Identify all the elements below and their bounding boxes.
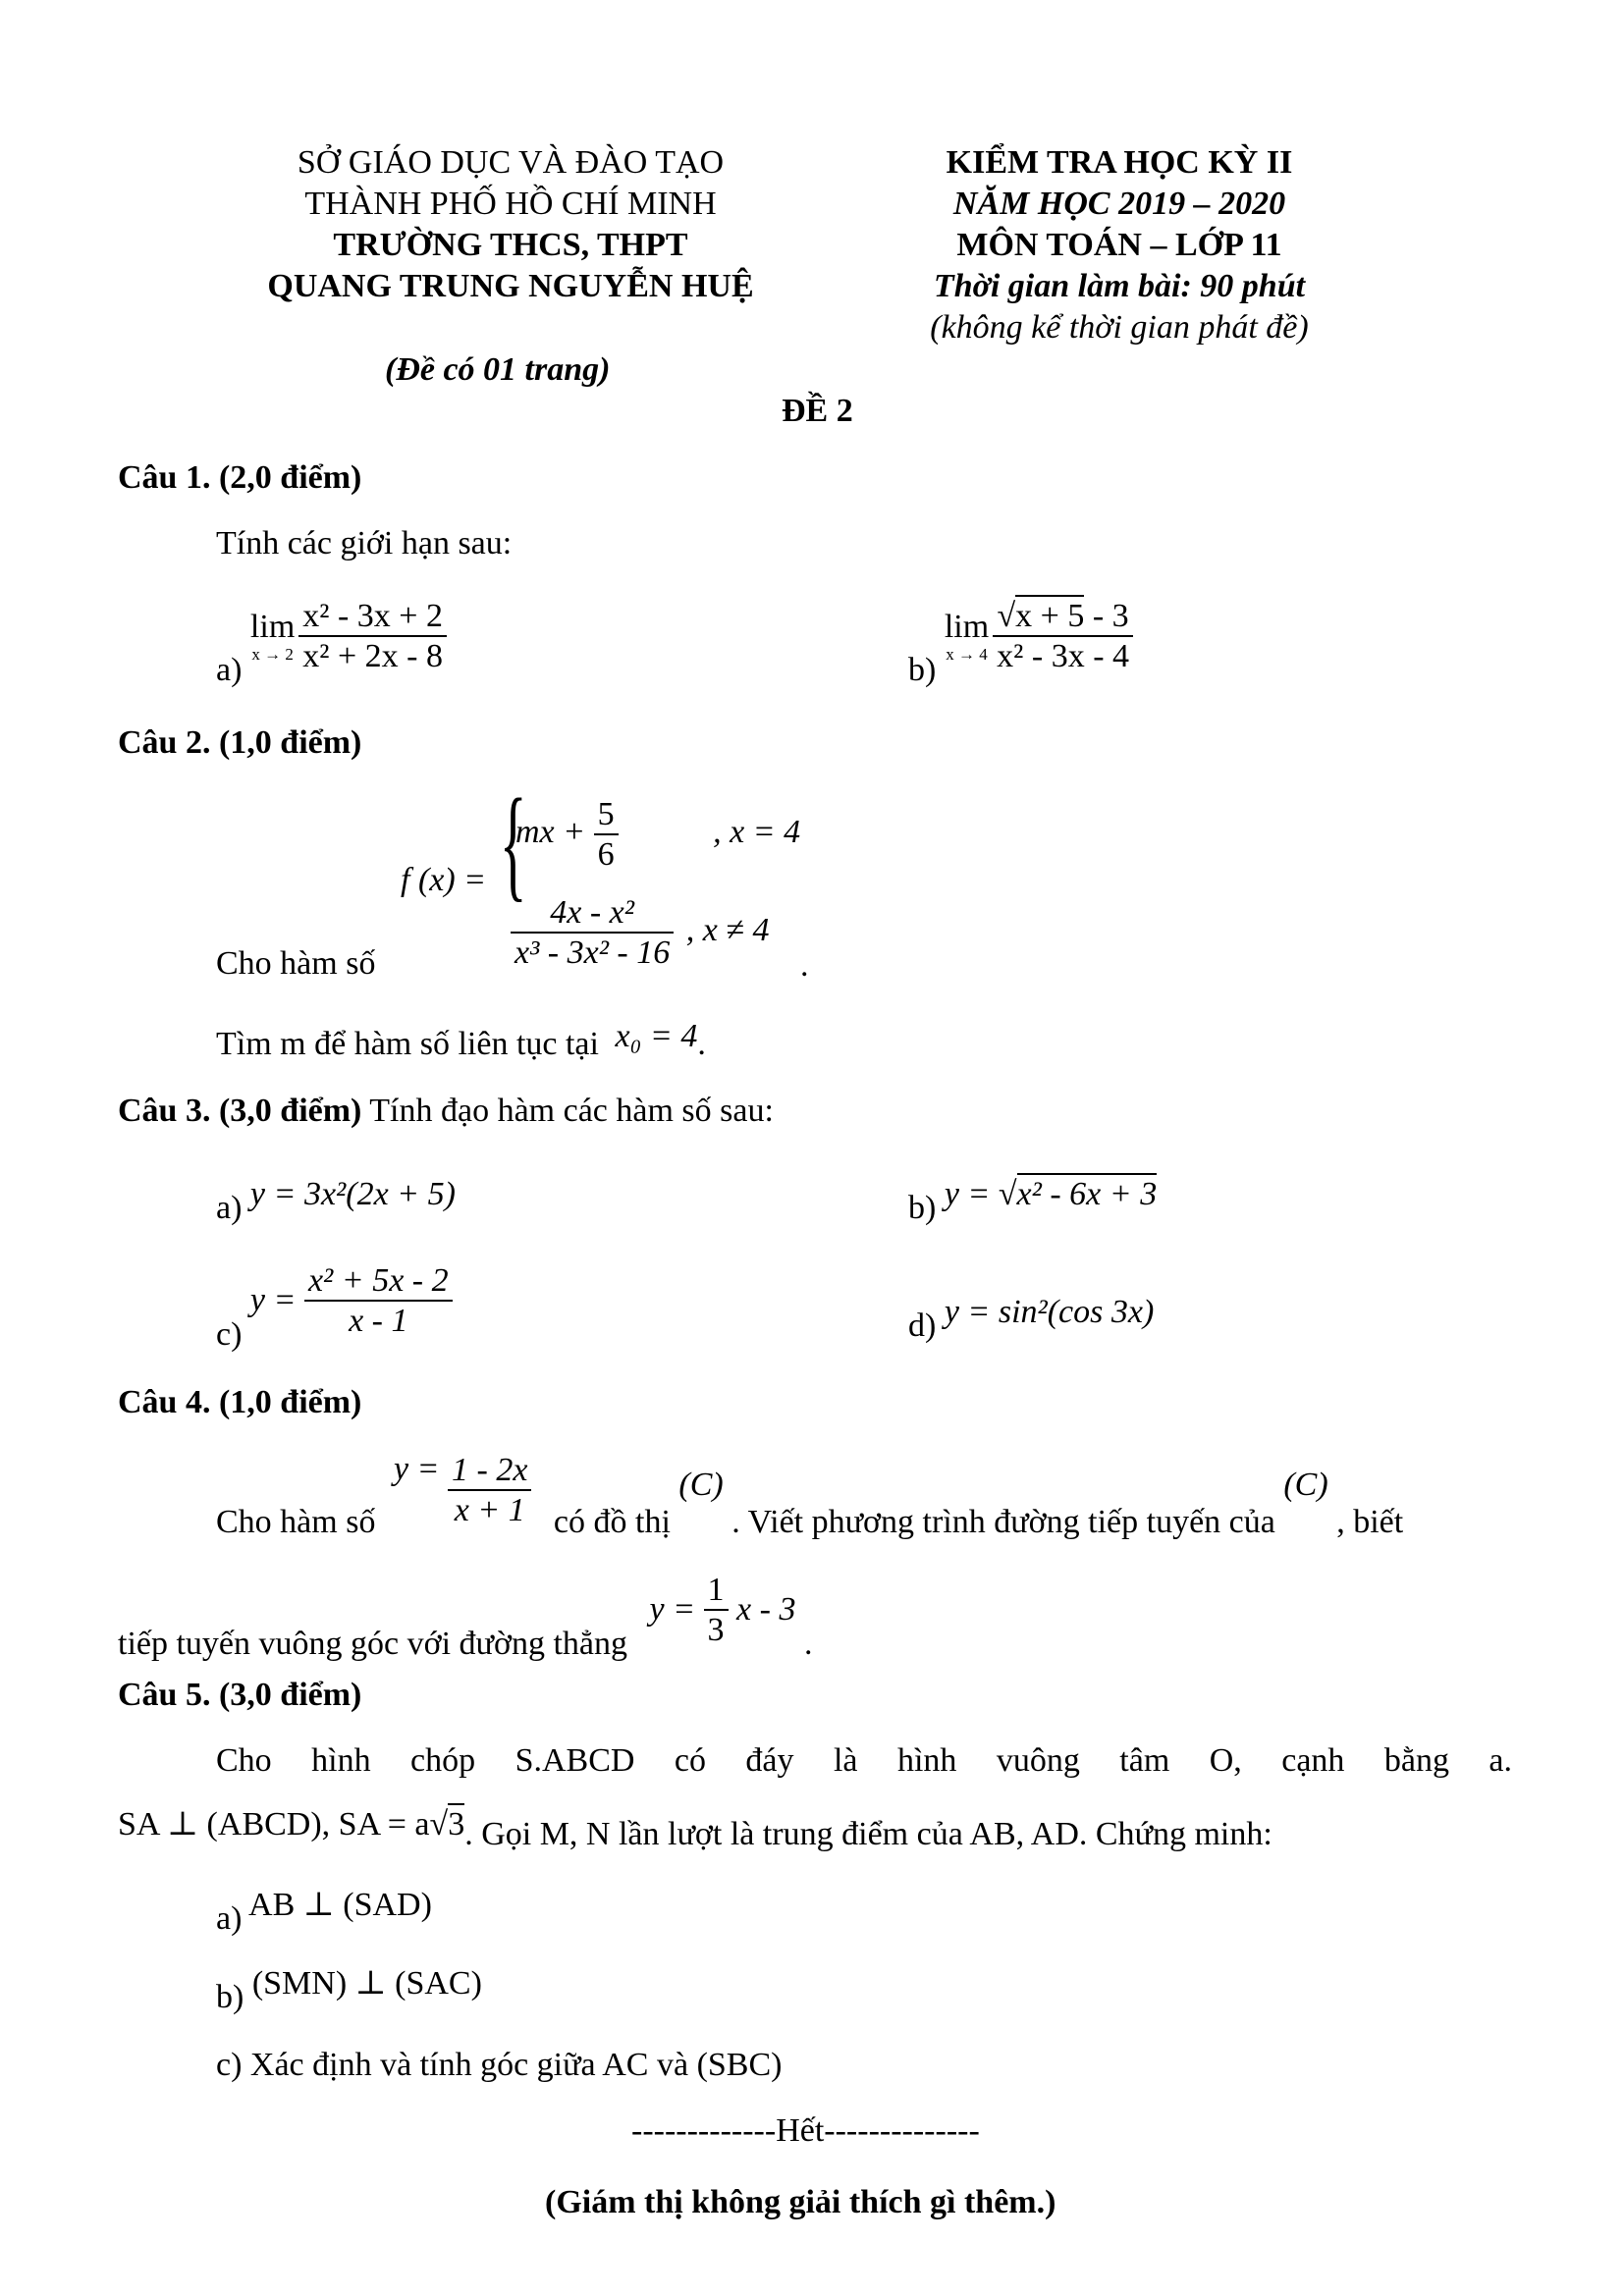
header-right [864, 142, 1375, 348]
q2-period: . [800, 947, 809, 984]
school-name-1: TRƯỜNG THCS, THPT [333, 227, 688, 263]
q1-part-b [908, 597, 1133, 689]
q4-line-2: tiếp tuyến vuông góc với đường thẳng y = $\frac{1}{3}$ x - 3 . [118, 1572, 813, 1663]
q3-part-b: b) y = √x² - 6x + 3 [908, 1176, 1157, 1213]
duration-note: (không kể thời gian phát đề) [930, 309, 1309, 346]
pages-note: (Đề có 01 trang) [385, 351, 611, 388]
q1-a-fraction: $\frac{\text{x² - 3x + 2}}{\text{x² + 2x - 8}}$ [298, 597, 447, 675]
q1-b-label: b) [908, 652, 937, 689]
q1-a-label: a) [216, 652, 243, 689]
q1-part-a [216, 597, 447, 689]
q3-part-c: c) y = $\frac{\text{x² + 5x - 2}}{x - 1}$ [216, 1261, 453, 1340]
q3-header: Câu 3. (3,0 điểm) Tính đạo hàm các hàm số sau: [118, 1093, 774, 1129]
q2-find: Tìm m để hàm số liên tục tại x₀ = 4. [216, 1018, 706, 1062]
q5-part-a: a) AB ⊥ (SAD) [216, 1887, 432, 1937]
city-name: THÀNH PHỐ HỒ CHÍ MINH [304, 186, 717, 222]
q2-brace: { [499, 774, 527, 913]
q1-b-fraction: $\frac{√x + 5 - 3}{\text{x² - 3x - 4}}$ [993, 597, 1133, 675]
exam-title: KIỂM TRA HỌC KỲ II [946, 144, 1293, 181]
end-marker: -------------Hết-------------- [631, 2112, 980, 2149]
q2-case-2: $\frac{\text{4x - x²}}{\text{x³ - 3x² - 16}}$ , x ≠ 4 [511, 893, 769, 972]
q2-cho: Cho hàm số [216, 945, 376, 982]
q4-line-1: Cho hàm số y = $\frac{1 - 2x}{x + 1}$ có đồ thị (C) . Viết phương trình đường tiếp tuyến của (C) , biết [216, 1451, 1404, 1541]
q4-title: Câu 4. (1,0 điểm) [118, 1384, 362, 1420]
duration: Thời gian làm bài: 90 phút [933, 268, 1306, 304]
q1-title: Câu 1. (2,0 điểm) [118, 459, 362, 496]
q5-line-1: Cho hình chóp S.ABCD có đáy là hình vuông tâm O, cạnh bằng a. [216, 1742, 1512, 1779]
q1-a-limit: lim x → 2 [249, 608, 296, 664]
q2-fx: f (x) = [401, 862, 487, 898]
department-name: SỞ GIÁO DỤC VÀ ĐÀO TẠO [297, 144, 725, 181]
q3-part-d: d) y = sin²(cos 3x) [908, 1294, 1155, 1344]
q5-line-2: SA ⊥ (ABCD), SA = a√3. Gọi M, N lần lượt là trung điểm của AB, AD. Chứng minh: [118, 1804, 1272, 1843]
header-left [187, 142, 835, 307]
q2-title: Câu 2. (1,0 điểm) [118, 724, 362, 761]
q1-intro: Tính các giới hạn sau: [216, 525, 513, 561]
q2-case-1: mx + $\frac{5}{6}$ , x = 4 [515, 796, 801, 874]
school-year: NĂM HỌC 2019 – 2020 [952, 186, 1286, 222]
footer-note: (Giám thị không giải thích gì thêm.) [545, 2184, 1056, 2220]
exam-code: ĐỀ 2 [782, 393, 853, 429]
q1-b-limit: lim x → 4 [944, 608, 990, 664]
subject: MÔN TOÁN – LỚP 11 [956, 227, 1282, 263]
q2-x0: x₀ = 4 [615, 1018, 698, 1054]
q3-part-a: a) y = 3x²(2x + 5) [216, 1176, 456, 1226]
q5-part-c: c) Xác định và tính góc giữa AC và (SBC) [216, 2047, 783, 2083]
school-name-2: QUANG TRUNG NGUYỄN HUỆ [267, 268, 754, 304]
q5-title: Câu 5. (3,0 điểm) [118, 1677, 362, 1713]
q5-part-b: b) (SMN) ⊥ (SAC) [216, 1965, 482, 2015]
